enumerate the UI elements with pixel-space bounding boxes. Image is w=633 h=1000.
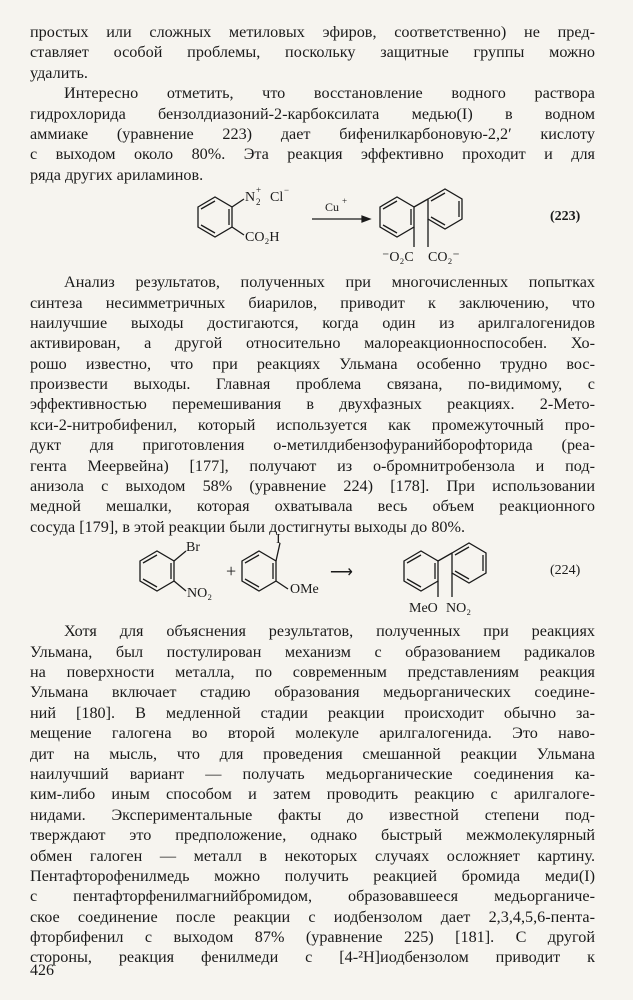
benzene-ring-icon bbox=[198, 197, 244, 237]
text-line: дукт для приготовления о-метилдибензофуранийборофторида (реа- bbox=[30, 436, 595, 455]
benzene-ring-icon bbox=[242, 543, 288, 591]
text-line: Пентафторофенилмедь можно получить реакцией бромида меди(I) bbox=[30, 866, 595, 885]
text-line: с пентафторфенилмагнийбромидом, образовавшееся медьорганиче- bbox=[30, 887, 595, 906]
text-line: сосуда [179], в этой реакции были достигнуты выходы до 80%. bbox=[30, 517, 466, 536]
equation-number: (223) bbox=[550, 209, 581, 225]
text-line: с выходом около 80%. Эта реакция эффективно проходит и для bbox=[30, 145, 595, 164]
equation-224 bbox=[30, 532, 595, 621]
diazonium-group: N bbox=[245, 190, 256, 206]
nitro-group: NO₂ bbox=[187, 586, 213, 602]
catalyst-copper: Cu bbox=[325, 200, 340, 215]
chloride-charge: − bbox=[284, 185, 290, 196]
paragraph-4 bbox=[30, 621, 595, 968]
text-line: ний [180]. В медленной стадии реакции происходит обычно за- bbox=[30, 703, 595, 722]
paragraph-1 bbox=[30, 22, 595, 83]
text-line: нидами. Экспериментальные факты до известной степени под- bbox=[30, 805, 595, 824]
text-line: фторбифенил с выходом 87% (уравнение 225) [181]. С другой bbox=[30, 928, 595, 947]
biphenyl-icon bbox=[380, 189, 462, 247]
text-line: кси-2-нитробифенил, который используется как промежуточный про- bbox=[30, 415, 595, 434]
text-line: ское соединение после реакции с иодбензолом дает 2,3,4,5,6-пента- bbox=[30, 907, 595, 926]
text-line: мещение галогена во второй молекуле арилгалогенида. Это наво- bbox=[30, 724, 595, 743]
carboxylate-right: CO₂⁻ bbox=[428, 250, 460, 266]
text-line: ряда других ариламинов. bbox=[30, 165, 204, 184]
catalyst-charge: + bbox=[342, 196, 348, 207]
text-line: наилучшие выходы достигаются, когда один из арилгалогенидов bbox=[30, 313, 595, 332]
text-line: удалить. bbox=[30, 63, 88, 82]
reaction-arrow-icon bbox=[312, 216, 370, 222]
text-line: тверждают это предположение, однако быстрый межмолекулярный bbox=[30, 826, 595, 845]
methoxy-product: MeO bbox=[409, 601, 438, 617]
reaction-arrow-icon: ⟶ bbox=[330, 564, 353, 582]
text-line: рошо известно, что при реакциях Ульмана особенно трудно вос- bbox=[30, 354, 595, 373]
text-line: дит на мысль, что для проведения смешанной реакции Ульмана bbox=[30, 744, 595, 763]
diazonium-index: 2 bbox=[256, 197, 261, 208]
equation-223 bbox=[30, 185, 595, 272]
text-line: анизола с выходом 58% (уравнение 224) [178]. При использовании bbox=[30, 477, 595, 496]
diazonium-charge: + bbox=[256, 185, 262, 196]
chloride-ion: Cl bbox=[270, 190, 284, 206]
text-line: Хотя для объяснения результатов, полученных при реакциях bbox=[64, 622, 595, 641]
text-line: простых или сложных метиловых эфиров, соответственно) не пред- bbox=[30, 23, 595, 41]
text-line: произвести выходы. Главная проблема связана, по-видимому, с bbox=[30, 375, 595, 394]
carboxylate-left: ⁻O₂C bbox=[382, 250, 414, 266]
text-line: обмен галоген — металл в некоторых случаях осложняет картину. bbox=[30, 846, 595, 865]
plus-sign: + bbox=[226, 561, 237, 582]
methoxy-group: OMe bbox=[290, 582, 319, 598]
text-line: Ульмана включает стадию образования медьорганических соедине- bbox=[30, 683, 595, 702]
text-line: ким-либо иным способом и затем проводить реакцию с арилгалоге- bbox=[30, 785, 595, 804]
text-line: эффективностью перемешивания в двухфазных реакциях. 2-Мето- bbox=[30, 395, 595, 414]
benzene-ring-icon bbox=[140, 551, 186, 591]
text-line: Ульмана, был постулирован механизм с образованием радикалов bbox=[30, 642, 595, 661]
text-line: медной мешалки, которая охватывала весь объем реакционного bbox=[30, 497, 595, 516]
text-line: активирован, а другой относительно малореакционноспособен. Хо- bbox=[30, 334, 595, 353]
equation-number: (224) bbox=[550, 563, 581, 579]
carboxylic-acid-group: CO₂H bbox=[245, 230, 280, 246]
text-line: аммиаке (уравнение 223) дает бифенилкарбоновую-2,2′ кислоту bbox=[30, 124, 595, 143]
biphenyl-icon bbox=[404, 543, 486, 597]
page-content bbox=[30, 22, 595, 968]
text-line: Анализ результатов, полученных при многочисленных попытках bbox=[64, 273, 595, 292]
equation-224-scheme bbox=[30, 532, 595, 621]
paragraph-3 bbox=[30, 272, 595, 537]
page-number: 426 bbox=[30, 962, 54, 979]
iodo-group: I bbox=[276, 532, 281, 548]
text-line: стороны, реакция фенилмеди с [4-²H]иодбензолом приводит к bbox=[30, 948, 595, 967]
nitro-product: NO₂ bbox=[446, 601, 472, 617]
text-line: наилучший вариант — получать медьорганические соединения ка- bbox=[30, 764, 595, 783]
text-line: ставляет особой проблемы, поскольку защитные группы можно bbox=[30, 43, 595, 62]
text-line: гента Меервейна) [177], получают из о-бромнитробензола и под- bbox=[30, 456, 595, 475]
text-line: синтеза несимметричных биарилов, приводит к заключению, что bbox=[30, 293, 595, 312]
text-line: Интересно отметить, что восстановление водного раствора bbox=[64, 84, 595, 103]
paragraph-2 bbox=[30, 83, 595, 185]
equation-223-scheme bbox=[30, 185, 595, 272]
text-line: на поверхности металла, по современным представлениям реакция bbox=[30, 662, 595, 681]
text-line: гидрохлорида бензолдиазоний-2-карбоксилата медью(I) в водном bbox=[30, 104, 595, 123]
bromo-group: Br bbox=[186, 540, 200, 556]
